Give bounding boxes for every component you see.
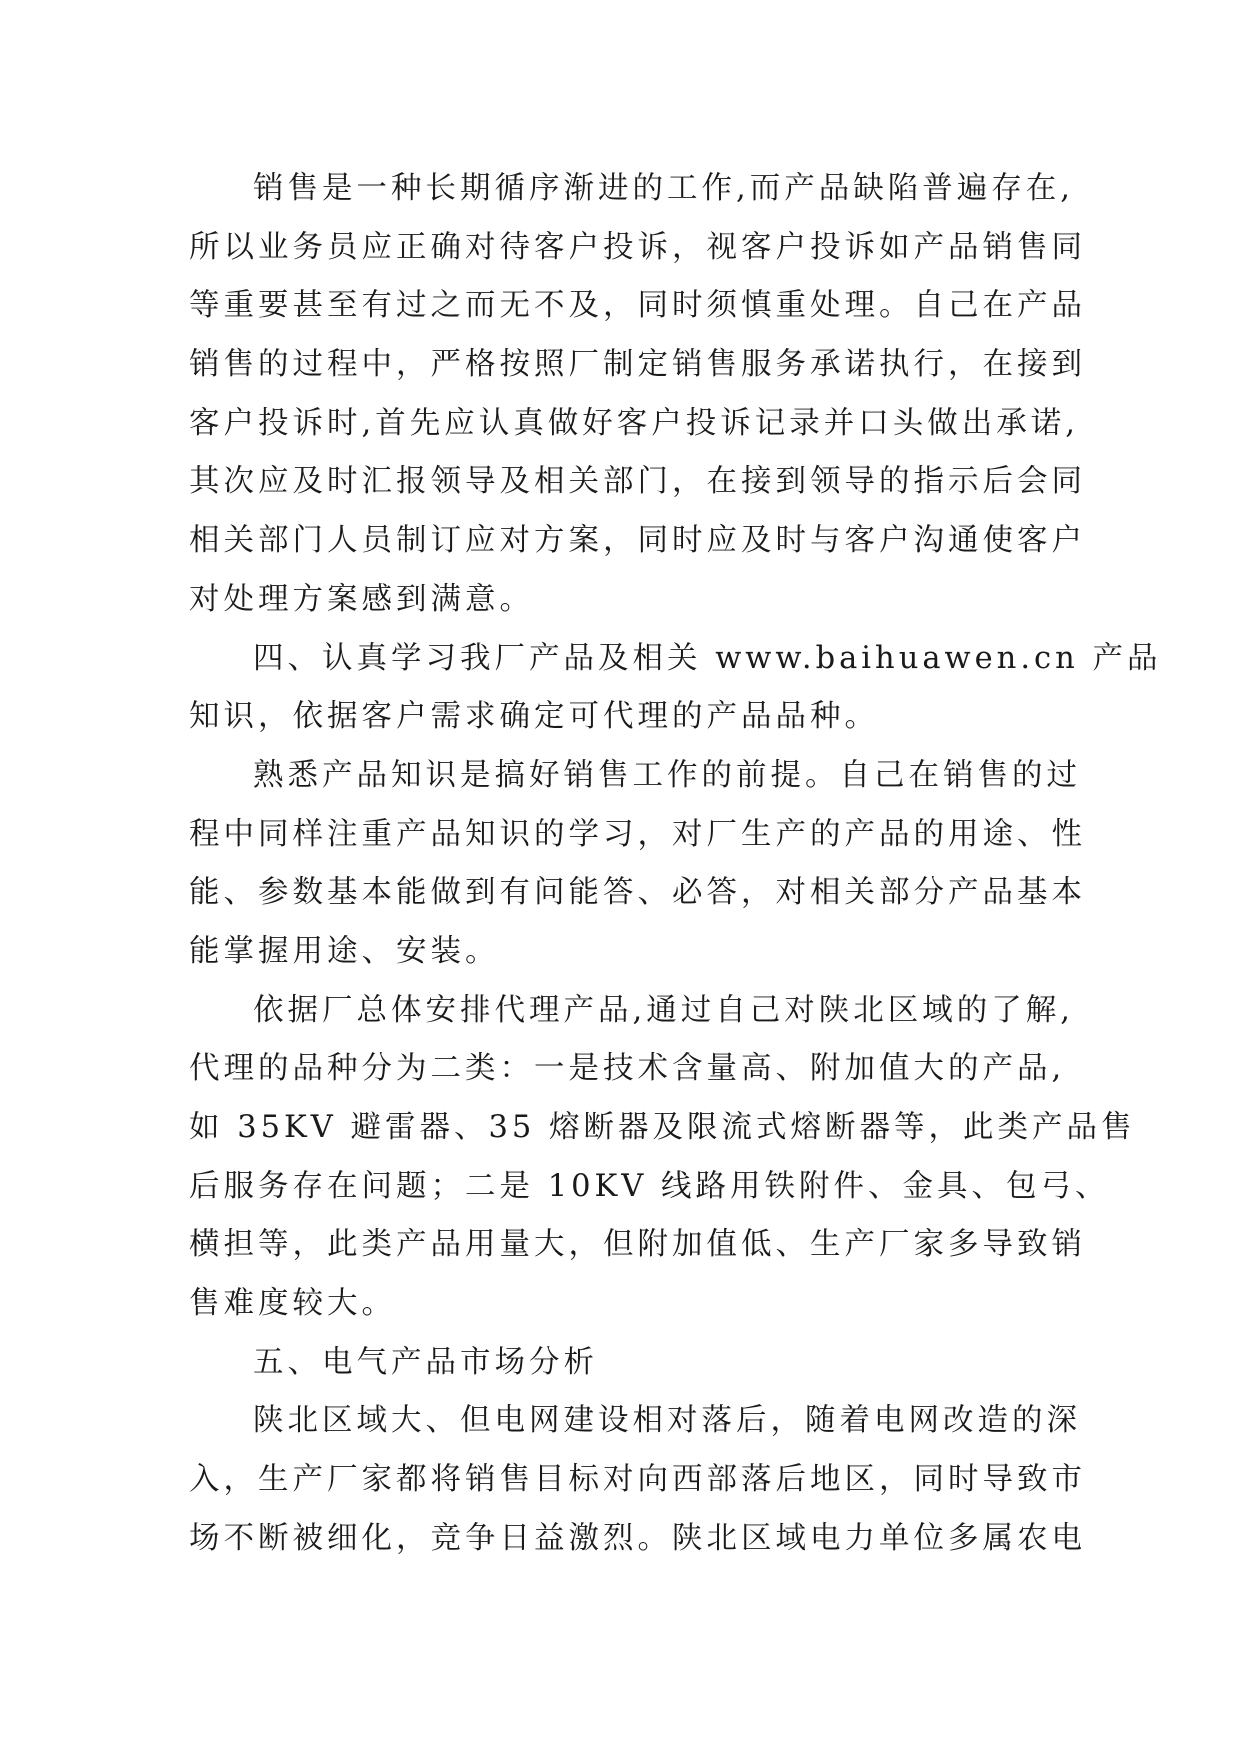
text-line: 入，生产厂家都将销售目标对向西部落后地区，同时导致市 [189, 1462, 1086, 1498]
text-line: 能、参数基本能做到有问能答、必答，对相关部分产品基本 [189, 875, 1086, 911]
text-line: 横担等，此类产品用量大，但附加值低、生产厂家多导致销 [189, 1227, 1086, 1263]
text-line: 依据厂总体安排代理产品,通过自己对陕北区域的了解, [253, 992, 1074, 1028]
text-line: 相关部门人员制订应对方案，同时应及时与客户沟通使客户 [189, 523, 1086, 559]
text-line: 能掌握用途、安装。 [189, 933, 500, 969]
text-line: 如 35KV 避雷器、35 熔断器及限流式熔断器等，此类产品售 [189, 1110, 1136, 1145]
text-line: 销售是一种长期循序渐进的工作,而产品缺陷普遍存在, [253, 171, 1074, 206]
text-line: 对处理方案感到满意。 [189, 581, 534, 617]
text-line: 等重要甚至有过之而无不及，同时须慎重处理。自己在产品 [189, 288, 1086, 324]
text-line: 知识，依据客户需求确定可代理的产品品种。 [189, 699, 879, 735]
text-line: 陕北区域大、但电网建设相对落后，随着电网改造的深 [253, 1403, 1081, 1439]
text-line: 其次应及时汇报领导及相关部门，在接到领导的指示后会同 [189, 464, 1086, 500]
document-body [189, 160, 1162, 1569]
text-line: 客户投诉时,首先应认真做好客户投诉记录并口头做出承诺, [189, 405, 1079, 441]
text-line: 四、认真学习我厂产品及相关 www.baihuawen.cn 产品 [253, 640, 1162, 676]
text-line: 代理的品种分为二类：一是技术含量高、附加值大的产品, [189, 1051, 1066, 1087]
text-line: 后服务存在问题；二是 10KV 线路用铁附件、金具、包弓、 [189, 1168, 1110, 1204]
text-line: 销售的过程中，严格按照厂制定销售服务承诺执行，在接到 [189, 347, 1086, 383]
text-line: 场不断被细化，竞争日益激烈。陕北区域电力单位多属农电 [189, 1520, 1086, 1556]
text-line: 五、电气产品市场分析 [253, 1344, 598, 1380]
text-line: 所以业务员应正确对待客户投诉，视客户投诉如产品销售同 [189, 229, 1086, 265]
text-line: 熟悉产品知识是搞好销售工作的前提。自己在销售的过 [253, 757, 1081, 793]
text-line: 售难度较大。 [189, 1286, 396, 1322]
text-line: 程中同样注重产品知识的学习，对厂生产的产品的用途、性 [189, 816, 1086, 852]
